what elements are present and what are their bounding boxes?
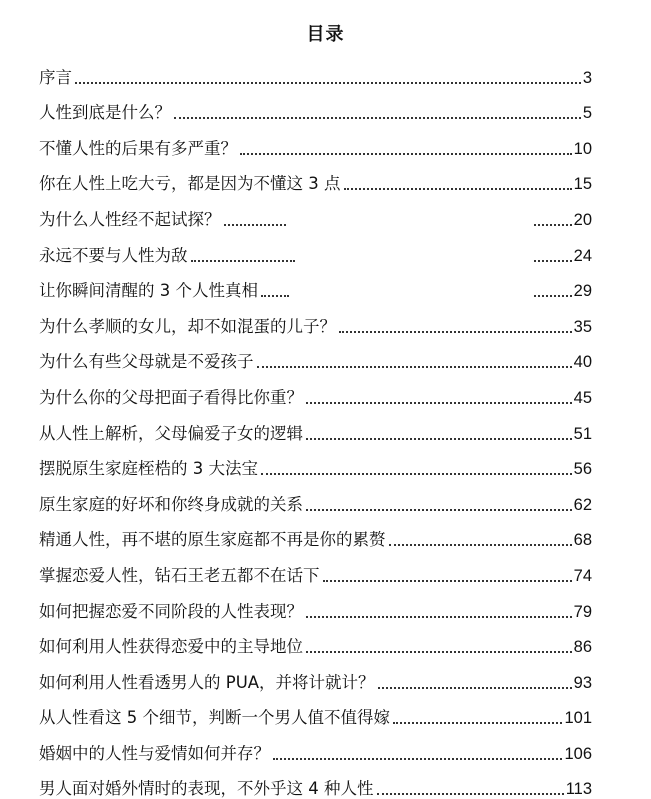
toc-entry-label: 如何利用人性看透男人的 PUA，并将计就计？ [39, 672, 375, 692]
toc-entry-page: 15 [573, 175, 592, 194]
toc-entry-label: 人性到底是什么？ [39, 103, 171, 123]
toc-entry-page: 113 [565, 780, 592, 799]
toc-entry-page: 79 [573, 602, 592, 621]
toc-entry-label: 如何把握恋爱不同阶段的人性表现？ [39, 601, 303, 621]
dot-leader [306, 509, 572, 511]
toc-entry[interactable] [39, 52, 592, 88]
dot-leader [377, 793, 564, 795]
toc-entry-label: 永远不要与人性为敌 [39, 245, 188, 265]
toc-entry[interactable] [39, 764, 592, 799]
toc-entry-label: 为什么孝顺的女儿，却不如混蛋的儿子？ [39, 316, 336, 336]
toc-entry-page: 10 [573, 139, 592, 158]
toc-entry-page: 86 [573, 638, 592, 657]
toc-entry[interactable] [39, 622, 592, 658]
toc-entry-label: 为什么你的父母把面子看得比你重？ [39, 387, 303, 407]
dot-leader [75, 82, 581, 84]
toc-entry-label: 原生家庭的好坏和你终身成就的关系 [39, 494, 303, 514]
toc-title: 目录 [306, 24, 345, 45]
dot-leader [339, 331, 572, 333]
dot-leader [393, 722, 562, 724]
toc-entry[interactable] [39, 301, 592, 337]
toc-entry-page: 3 [582, 68, 592, 87]
toc-entry[interactable] [39, 88, 592, 124]
toc-entry-label: 从人性看这 5 个细节，判断一个男人值不值得嫁 [39, 708, 390, 728]
dot-leader [344, 188, 572, 190]
dot-leader [306, 651, 572, 653]
toc-entry-label: 精通人性，再不堪的原生家庭都不再是你的累赘 [39, 530, 386, 550]
toc-entry[interactable] [39, 693, 592, 729]
dot-leader [306, 438, 572, 440]
dot-leader [306, 402, 572, 404]
dot-leader [534, 224, 572, 226]
toc-list [39, 52, 592, 799]
toc-entry-label: 婚姻中的人性与爱情如何并存？ [39, 743, 270, 763]
toc-entry-page: 101 [564, 709, 592, 728]
dot-leader [534, 295, 572, 297]
toc-entry-label: 序言 [39, 67, 72, 87]
toc-entry[interactable] [39, 230, 592, 266]
toc-entry[interactable] [39, 586, 592, 622]
dot-leader [306, 616, 572, 618]
toc-entry-label: 不懂人性的后果有多严重？ [39, 138, 237, 158]
toc-entry-label: 掌握恋爱人性，钻石王老五都不在话下 [39, 565, 320, 585]
dot-leader [261, 295, 289, 297]
dot-leader [261, 473, 572, 475]
dot-leader [257, 366, 572, 368]
dot-leader [224, 224, 286, 226]
dot-leader [323, 580, 572, 582]
toc-entry[interactable] [39, 337, 592, 373]
toc-entry[interactable] [39, 444, 592, 480]
dot-leader [240, 153, 572, 155]
dot-leader [534, 260, 572, 262]
dot-leader [191, 260, 295, 262]
toc-entry[interactable] [39, 408, 592, 444]
toc-entry-label: 你在人性上吃大亏，都是因为不懂这 3 点 [39, 174, 341, 194]
toc-entry-label: 让你瞬间清醒的 3 个人性真相 [39, 281, 258, 301]
toc-entry-page: 74 [573, 566, 592, 585]
toc-entry[interactable] [39, 372, 592, 408]
toc-entry-page: 24 [573, 246, 592, 265]
toc-entry-page: 20 [573, 210, 592, 229]
toc-entry-label: 摆脱原生家庭桎梏的 3 大法宝 [39, 459, 258, 479]
toc-entry[interactable] [39, 159, 592, 195]
toc-entry-label: 如何利用人性获得恋爱中的主导地位 [39, 637, 303, 657]
toc-entry-label: 从人性上解析，父母偏爱子女的逻辑 [39, 423, 303, 443]
dot-leader [389, 544, 572, 546]
toc-entry-page: 93 [573, 673, 592, 692]
toc-entry[interactable] [39, 123, 592, 159]
toc-entry-page: 5 [582, 104, 592, 123]
toc-entry[interactable] [39, 728, 592, 764]
toc-entry[interactable] [39, 550, 592, 586]
toc-entry-page: 68 [573, 531, 592, 550]
toc-entry[interactable] [39, 657, 592, 693]
toc-entry-page: 51 [573, 424, 592, 443]
toc-entry-label: 为什么有些父母就是不爱孩子 [39, 352, 254, 372]
toc-entry-page: 45 [573, 388, 592, 407]
dot-leader [174, 117, 581, 119]
toc-entry-page: 35 [573, 317, 592, 336]
toc-entry-page: 56 [573, 460, 592, 479]
toc-entry-label: 男人面对婚外情时的表现，不外乎这 4 种人性 [39, 779, 374, 799]
toc-entry-page: 106 [564, 744, 592, 763]
toc-entry[interactable] [39, 479, 592, 515]
dot-leader [273, 758, 562, 760]
toc-entry[interactable] [39, 194, 592, 230]
toc-entry[interactable] [39, 515, 592, 551]
toc-entry[interactable] [39, 266, 592, 302]
dot-leader [378, 687, 572, 689]
toc-entry-page: 40 [573, 353, 592, 372]
toc-entry-page: 62 [573, 495, 592, 514]
toc-entry-label: 为什么人性经不起试探？ [39, 209, 221, 229]
toc-entry-page: 29 [573, 282, 592, 301]
